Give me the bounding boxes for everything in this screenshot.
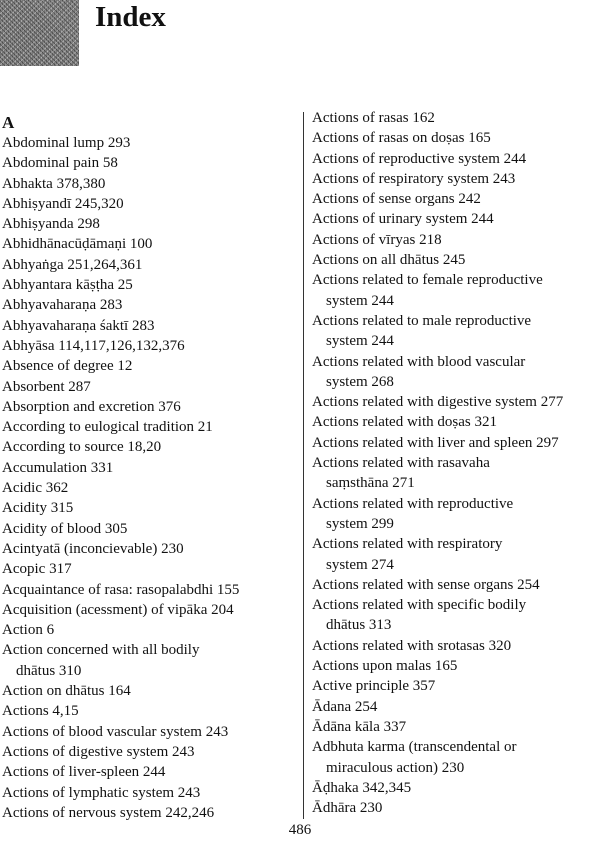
index-entry <box>2 783 294 803</box>
index-entry <box>312 128 600 148</box>
index-entry <box>2 580 294 600</box>
page-title: Index <box>95 1 166 33</box>
index-entry <box>312 494 600 535</box>
index-entry <box>312 595 600 636</box>
index-entry <box>312 352 600 393</box>
index-entry <box>312 149 600 169</box>
index-entry <box>312 697 600 717</box>
index-entry-text: Actions related with rasavaha <box>312 455 490 472</box>
entry-list-left <box>2 133 294 823</box>
column-divider <box>303 112 304 819</box>
index-entry-text: Absorbent 287 <box>2 378 91 395</box>
index-entry-text: Actions of lymphatic system 243 <box>2 784 201 801</box>
index-entry <box>2 316 294 336</box>
index-entry <box>2 255 294 275</box>
index-column-right <box>312 108 600 818</box>
section-letter: A <box>2 113 15 132</box>
index-entry <box>2 498 294 518</box>
index-entry-text: Adbhuta karma (transcendental or <box>312 739 517 756</box>
index-entry-text: Actions related with sense organs 254 <box>312 576 540 593</box>
index-entry <box>312 636 600 656</box>
index-entry <box>2 417 294 437</box>
index-entry-continuation: system 274 <box>326 556 394 573</box>
index-entry <box>2 519 294 539</box>
index-entry-text: Actions related with digestive system 277 <box>312 394 564 411</box>
index-entry-continuation: system 244 <box>326 292 394 309</box>
index-entry-text: Actions of urinary system 244 <box>312 211 494 228</box>
entry-list-right <box>312 108 600 818</box>
index-entry-text: Abhyāsa 114,117,126,132,376 <box>2 337 185 354</box>
index-entry <box>2 174 294 194</box>
index-entry <box>2 377 294 397</box>
index-entry <box>2 356 294 376</box>
index-entry-text: Action 6 <box>2 622 55 639</box>
index-entry <box>2 803 294 823</box>
index-entry <box>312 717 600 737</box>
index-entry <box>312 209 600 229</box>
index-entry-text: Abhyavaharaṇa 283 <box>2 297 123 314</box>
index-entry <box>2 722 294 742</box>
index-entry <box>2 762 294 782</box>
index-entry <box>312 433 600 453</box>
index-entry <box>312 392 600 412</box>
section-tab-block <box>0 0 79 66</box>
index-entry-text: Acidity 315 <box>2 500 74 517</box>
index-entry <box>312 656 600 676</box>
index-entry-continuation: system 244 <box>326 333 394 350</box>
index-entry-text: Actions related with respiratory <box>312 536 503 553</box>
index-entry-text: Acintyatā (inconcievable) 230 <box>2 540 184 557</box>
index-entry-text: Abhakta 378,380 <box>2 175 106 192</box>
index-entry-text: Acidic 362 <box>2 480 69 497</box>
index-entry-text: According to source 18,20 <box>2 439 162 456</box>
index-entry <box>312 311 600 352</box>
index-entry-continuation: dhātus 310 <box>16 662 82 679</box>
index-entry <box>2 559 294 579</box>
index-entry-text: Active principle 357 <box>312 678 436 695</box>
index-entry-continuation: system 299 <box>326 515 394 532</box>
index-entry <box>312 169 600 189</box>
index-entry <box>2 133 294 153</box>
index-entry-continuation: miraculous action) 230 <box>326 759 465 776</box>
index-entry-text: Abhyavaharaṇa śaktī 283 <box>2 317 155 334</box>
index-entry <box>312 575 600 595</box>
index-entry-text: Actions of rasas 162 <box>312 110 435 126</box>
index-entry-text: Āḍhaka 342,345 <box>312 779 412 796</box>
index-column-left <box>2 113 294 823</box>
index-entry <box>2 701 294 721</box>
index-entry-text: Abhyantara kāṣṭha 25 <box>2 277 133 294</box>
index-entry-text: Actions related with specific bodily <box>312 597 527 614</box>
index-entry <box>2 275 294 295</box>
index-entry-text: Acopic 317 <box>2 561 72 578</box>
index-entry-text: Ādhāra 230 <box>312 800 383 817</box>
index-entry <box>312 230 600 250</box>
index-entry <box>312 778 600 798</box>
index-entry-text: Actions of respiratory system 243 <box>312 170 516 187</box>
index-entry <box>2 194 294 214</box>
index-entry-text: Actions related with liver and spleen 297 <box>312 434 559 451</box>
index-entry-text: Actions of liver-spleen 244 <box>2 764 166 781</box>
index-entry-text: Actions upon malas 165 <box>312 658 458 675</box>
index-entry <box>2 539 294 559</box>
index-entry <box>312 270 600 311</box>
index-entry-text: Action on dhātus 164 <box>2 683 131 700</box>
index-entry <box>2 214 294 234</box>
index-entry <box>2 600 294 620</box>
index-entry <box>312 250 600 270</box>
index-entry-text: Abhidhānacūḍāmaṇi 100 <box>2 236 153 253</box>
index-entry <box>2 153 294 173</box>
index-entry-text: Action concerned with all bodily <box>2 642 200 659</box>
index-entry-text: Actions of blood vascular system 243 <box>2 723 229 740</box>
index-entry <box>2 295 294 315</box>
index-entry-text: Actions of digestive system 243 <box>2 743 195 760</box>
index-entry-text: Abdominal lump 293 <box>2 135 131 151</box>
index-entry-text: Abhyaṅga 251,264,361 <box>2 256 143 273</box>
index-entry-text: Accumulation 331 <box>2 459 114 476</box>
index-entry <box>2 234 294 254</box>
index-entry-text: Actions related with reproductive <box>312 495 514 512</box>
index-entry-text: Absence of degree 12 <box>2 358 133 375</box>
index-entry-text: Actions of sense organs 242 <box>312 191 481 208</box>
index-entry-text: Actions of reproductive system 244 <box>312 150 527 167</box>
index-entry-text: Actions on all dhātus 245 <box>312 252 466 269</box>
index-entry <box>312 534 600 575</box>
index-entry <box>312 412 600 432</box>
index-entry-text: Actions 4,15 <box>2 703 79 720</box>
index-entry <box>312 453 600 494</box>
index-entry-continuation: system 268 <box>326 373 394 390</box>
index-entry-text: Actions related with doṣas 321 <box>312 414 497 431</box>
index-entry-continuation: saṃsthāna 271 <box>326 475 415 492</box>
index-entry-text: Actions of vīryas 218 <box>312 231 442 248</box>
index-entry-text: Abdominal pain 58 <box>2 155 118 172</box>
index-entry <box>312 737 600 778</box>
index-entry <box>2 336 294 356</box>
index-entry-text: Actions of rasas on doṣas 165 <box>312 130 491 147</box>
index-entry <box>2 458 294 478</box>
index-entry <box>312 798 600 818</box>
index-entry-text: Actions related to male reproductive <box>312 312 532 329</box>
index-entry <box>2 681 294 701</box>
index-entry <box>2 742 294 762</box>
page-number: 486 <box>288 822 312 838</box>
index-entry-text: Actions related with srotasas 320 <box>312 637 512 654</box>
index-entry <box>312 676 600 696</box>
index-entry-text: Abhiṣyandī 245,320 <box>2 195 124 212</box>
index-entry-text: Absorption and excretion 376 <box>2 398 181 415</box>
index-entry-text: Ādana 254 <box>312 698 378 715</box>
index-entry-text: Actions related to female reproductive <box>312 272 543 289</box>
index-entry-text: Ādāna kāla 337 <box>312 718 407 735</box>
index-entry-text: Acquaintance of rasa: rasopalabdhi 155 <box>2 581 240 598</box>
index-entry <box>2 437 294 457</box>
index-entry-continuation: dhātus 313 <box>326 617 392 634</box>
index-entry <box>2 620 294 640</box>
index-entry-text: Actions related with blood vascular <box>312 353 526 370</box>
index-entry <box>2 478 294 498</box>
index-entry-text: Acidity of blood 305 <box>2 520 128 537</box>
index-entry <box>312 189 600 209</box>
index-entry-text: According to eulogical tradition 21 <box>2 419 213 436</box>
index-entry <box>312 108 600 128</box>
index-entry <box>2 640 294 681</box>
index-entry-text: Actions of nervous system 242,246 <box>2 804 215 821</box>
index-entry-text: Acquisition (acessment) of vipāka 204 <box>2 601 234 618</box>
index-entry <box>2 397 294 417</box>
index-entry-text: Abhiṣyanda 298 <box>2 216 100 233</box>
